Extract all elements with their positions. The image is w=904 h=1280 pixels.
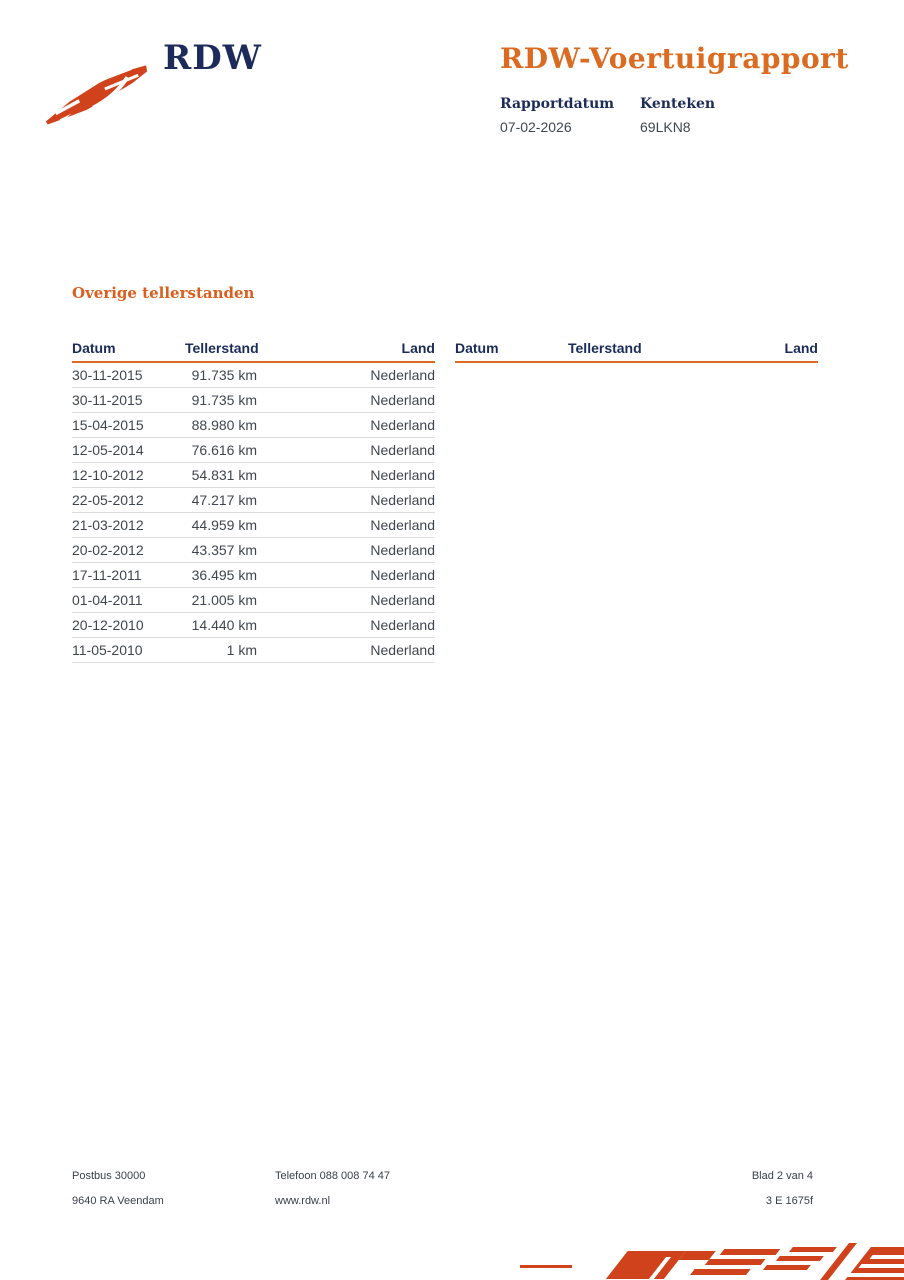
land-cell: Nederland <box>257 488 435 513</box>
land-cell: Nederland <box>257 613 435 638</box>
footer-paging <box>752 1170 813 1208</box>
datum-cell: 11-05-2010 <box>72 638 185 663</box>
footer-phone: Telefoon 088 008 74 47 <box>275 1170 390 1182</box>
footer-address <box>72 1170 164 1208</box>
land-cell: Nederland <box>257 413 435 438</box>
rdw-wing-logo-icon <box>36 50 154 130</box>
odometer-table-left <box>72 340 435 663</box>
section-heading: Overige tellerstanden <box>72 284 255 302</box>
datum-cell: 20-02-2012 <box>72 538 185 563</box>
datum-cell: 01-04-2011 <box>72 588 185 613</box>
footer-postbus: Postbus 30000 <box>72 1170 146 1182</box>
column-header-tellerstand: Tellerstand <box>185 340 257 362</box>
column-header-datum: Datum <box>455 340 568 362</box>
report-date-label: Rapportdatum <box>500 96 615 112</box>
license-plate-block <box>640 96 780 135</box>
report-meta <box>500 96 780 135</box>
rdw-stripes-graphic-icon <box>518 1243 904 1280</box>
land-cell: Nederland <box>257 563 435 588</box>
odometer-row <box>72 538 435 563</box>
footer-contact <box>275 1170 390 1208</box>
land-cell: Nederland <box>257 438 435 463</box>
datum-cell: 17-11-2011 <box>72 563 185 588</box>
report-date-value: 07-02-2026 <box>500 119 572 135</box>
column-header-tellerstand: Tellerstand <box>568 340 640 362</box>
datum-cell: 21-03-2012 <box>72 513 185 538</box>
tellerstand-cell: 54.831 km <box>185 463 257 488</box>
odometer-row <box>72 388 435 413</box>
datum-cell: 30-11-2015 <box>72 388 185 413</box>
column-header-datum: Datum <box>72 340 185 362</box>
tellerstand-cell: 14.440 km <box>185 613 257 638</box>
license-plate-value: 69LKN8 <box>640 119 691 135</box>
odometer-row <box>72 588 435 613</box>
odometer-row <box>72 362 435 388</box>
odometer-row <box>72 563 435 588</box>
tellerstand-cell: 88.980 km <box>185 413 257 438</box>
datum-cell: 12-05-2014 <box>72 438 185 463</box>
odometer-row <box>72 463 435 488</box>
datum-cell: 22-05-2012 <box>72 488 185 513</box>
footer-page-indicator: Blad 2 van 4 <box>751 1170 813 1182</box>
tellerstand-cell: 36.495 km <box>185 563 257 588</box>
datum-cell: 20-12-2010 <box>72 613 185 638</box>
datum-cell: 12-10-2012 <box>72 463 185 488</box>
document-title: RDW-Voertuigrapport <box>500 42 849 75</box>
table-header-row <box>72 340 435 362</box>
report-date-block <box>500 96 640 135</box>
odometer-row <box>72 638 435 663</box>
odometer-row <box>72 513 435 538</box>
land-cell: Nederland <box>257 588 435 613</box>
land-cell: Nederland <box>257 538 435 563</box>
footer-city: 9640 RA Veendam <box>72 1195 164 1207</box>
column-header-land: Land <box>257 340 435 362</box>
land-cell: Nederland <box>257 638 435 663</box>
odometer-row <box>72 413 435 438</box>
tellerstand-cell: 44.959 km <box>185 513 257 538</box>
datum-cell: 15-04-2015 <box>72 413 185 438</box>
land-cell: Nederland <box>257 362 435 388</box>
odometer-table-body-right <box>455 362 818 662</box>
odometer-row <box>72 613 435 638</box>
datum-cell: 30-11-2015 <box>72 362 185 388</box>
odometer-row <box>72 488 435 513</box>
tellerstand-cell: 47.217 km <box>185 488 257 513</box>
odometer-table-right <box>455 340 818 663</box>
tellerstand-cell: 21.005 km <box>185 588 257 613</box>
land-cell: Nederland <box>257 513 435 538</box>
logo-text: RDW <box>163 38 262 78</box>
tellerstand-cell: 91.735 km <box>185 362 257 388</box>
land-cell: Nederland <box>257 463 435 488</box>
tellerstand-cell: 1 km <box>185 638 257 663</box>
footer-document-code: 3 E 1675f <box>765 1195 813 1207</box>
footer-website: www.rdw.nl <box>275 1195 331 1207</box>
odometer-tables <box>72 340 818 663</box>
table-header-row <box>455 340 818 362</box>
odometer-table-body-left <box>72 362 435 663</box>
tellerstand-cell: 91.735 km <box>185 388 257 413</box>
tellerstand-cell: 76.616 km <box>185 438 257 463</box>
land-cell: Nederland <box>257 388 435 413</box>
license-plate-label: Kenteken <box>640 96 716 112</box>
tellerstand-cell: 43.357 km <box>185 538 257 563</box>
column-header-land: Land <box>640 340 818 362</box>
odometer-row <box>72 438 435 463</box>
